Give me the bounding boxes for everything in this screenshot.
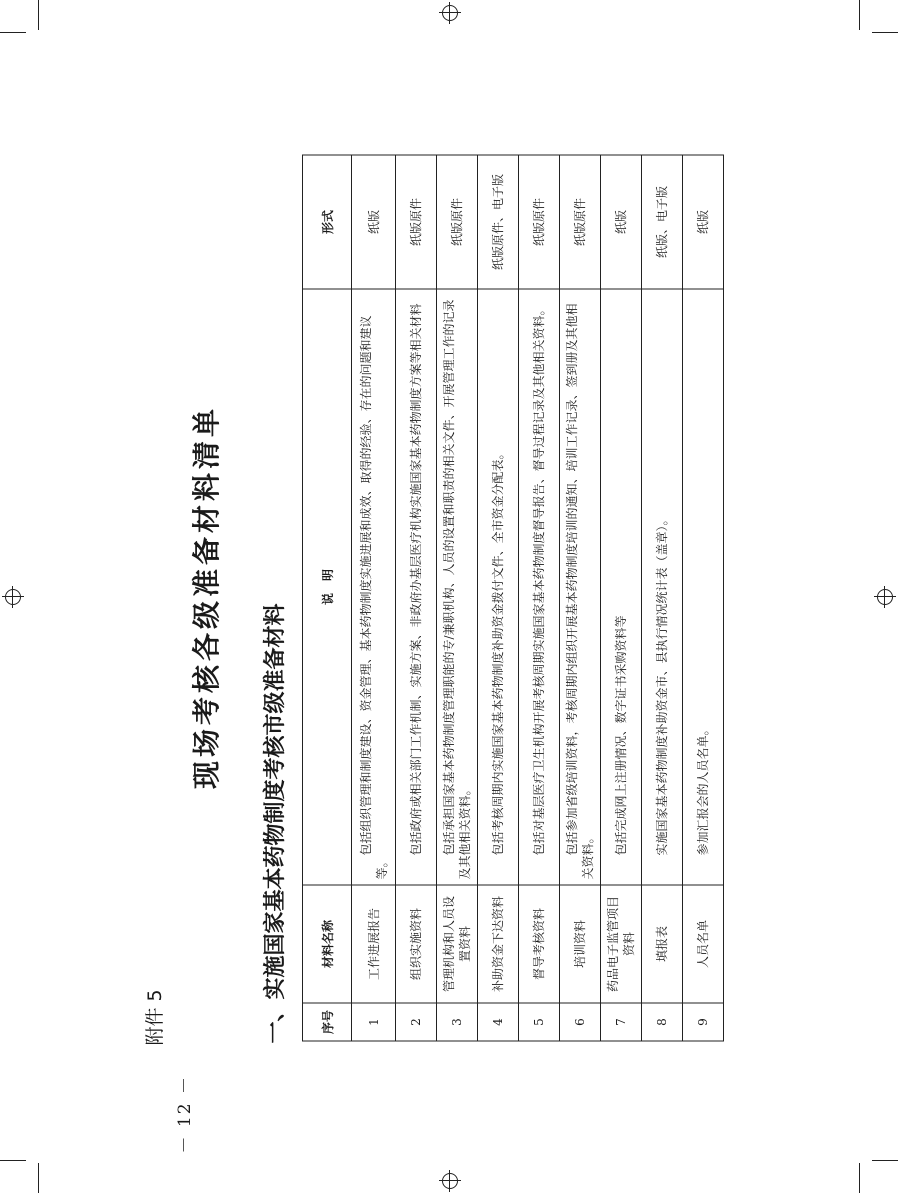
header-no: 序号 [303,1003,352,1041]
row-desc: 包括完成网上注册情况、数字证书采购资料等 [601,289,642,885]
row-name: 补助资金下达资料 [478,885,519,1003]
header-form: 形式 [303,155,352,289]
row-desc: 包括考核周期内实施国家基本药物制度补助资金拨付文件、全市资金分配表。 [478,289,519,885]
row-name: 组织实施资料 [396,885,437,1003]
row-no: 1 [352,1003,396,1041]
table-row [601,155,642,1041]
row-name: 培训资料 [560,885,601,1003]
row-desc: 包括承担国家基本药物制度管理职能的专/兼职机构、人员的设置和职责的相关文件、开展管理工作的记录及其他相关资料。 [437,289,478,885]
row-no: 4 [478,1003,519,1041]
row-form: 纸版原件 [437,155,478,289]
row-form: 纸版原件 [519,155,560,289]
row-desc: 包括参加省级培训资料，考核周期内组织开展基本药物制度培训的通知、培训工作记录、签到册及其他相关资料。 [560,289,601,885]
row-desc: 包括政府或相关部门工作机制、实施方案、非政府办基层医疗机构实施国家基本药物制度方案等相关材料 [396,289,437,885]
row-form: 纸版原件 [396,155,437,289]
row-form: 纸版 [601,155,642,289]
table-row [396,155,437,1041]
row-no: 8 [642,1003,683,1041]
header-name: 材料名称 [303,885,352,1003]
row-form: 纸版、电子版 [642,155,683,289]
materials-table [302,154,724,1041]
row-form: 纸版原件 [560,155,601,289]
page-number: － 12 － [175,1074,195,1153]
row-name: 人员名单 [683,885,724,1003]
header-desc: 说 明 [303,289,352,885]
table-row [437,155,478,1041]
table-row [352,155,396,1041]
row-desc: 实施国家基本药物制度补助资金市、县执行情况统计表（盖章）。 [642,289,683,885]
row-no: 3 [437,1003,478,1041]
row-name: 工作进展报告 [352,885,396,1003]
row-name: 药品电子监管项目资料 [601,885,642,1003]
row-desc: 包括对基层医疗卫生机构开展考核周期实施国家基本药物制度督导报告、督导过程记录及其他相关资料。 [519,289,560,885]
row-form: 纸版 [683,155,724,289]
row-form: 纸版 [352,155,396,289]
row-name: 管理机构和人员设置资料 [437,885,478,1003]
table-row [683,155,724,1041]
table-row [642,155,683,1041]
row-form: 纸版原件、电子版 [478,155,519,289]
page-title: 现场考核各级准备材料清单 [190,404,223,789]
row-no: 7 [601,1003,642,1041]
table-row [519,155,560,1041]
attachment-label: 附件 5 [144,988,166,1045]
table-row [478,155,519,1041]
row-no: 9 [683,1003,724,1041]
row-no: 2 [396,1003,437,1041]
row-no: 6 [560,1003,601,1041]
row-no: 5 [519,1003,560,1041]
row-desc: 包括组织管理和制度建设、资金管理、基本药物制度实施进展和成效、取得的经验、存在的问题和建议等。 [352,289,396,885]
row-name: 填报表 [642,885,683,1003]
table-row [560,155,601,1041]
table-header-row [303,155,352,1041]
section-heading: 一、实施国家基本药物制度考核市级准备材料 [263,602,288,1043]
row-name: 督导考核资料 [519,885,560,1003]
row-desc: 参加汇报会的人员名单。 [683,289,724,885]
